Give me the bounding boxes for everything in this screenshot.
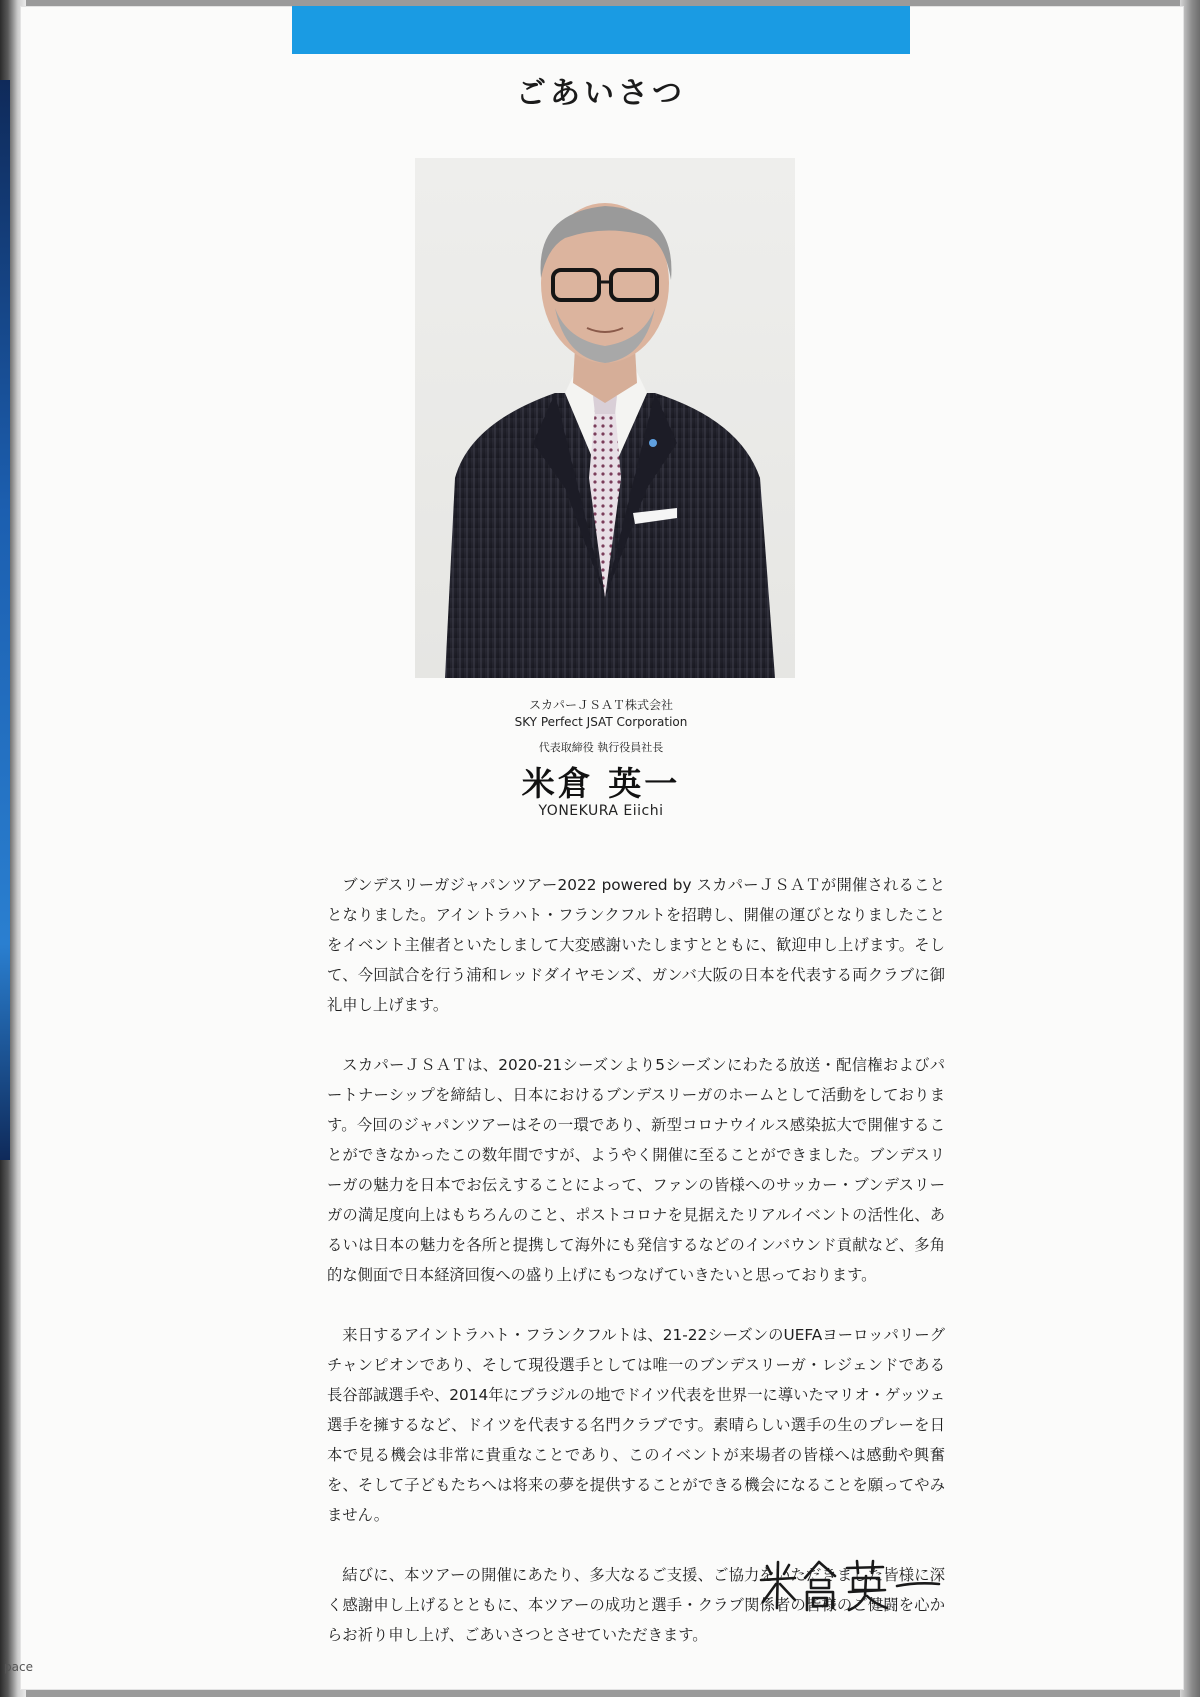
adjacent-page-fragment: pace xyxy=(4,1660,33,1674)
page-title: ごあいさつ xyxy=(516,76,686,111)
company-name-en: SKY Perfect JSAT Corporation xyxy=(514,715,688,729)
portrait-illustration xyxy=(415,158,795,678)
portrait-photo xyxy=(415,158,795,678)
person-name-en: YONEKURA Eiichi xyxy=(538,803,664,819)
executive-role: 代表取締役 執行役員社長 xyxy=(538,741,664,754)
greeting-paragraph-3: 来日するアイントラハト・フランクフルトは、21-22シーズンのUEFAヨーロッパリーグチャンピオンであり、そして現役選手としては唯一のブンデスリーガ・レジェンドである長谷部誠選手や、2014年にブラジルの地でドイツ代表を世界一に導いたマリオ・ゲッツェ選手を擁するなど、ドイツを代表する名門クラブです。素晴らしい選手の生のプレーを日本で見る機会は非常に貴重なことであり、このイベントが来場者の皆様へは感動や興奮を、そして子どもたちへは将来の夢を提供することができる機会になることを願ってやみません。 xyxy=(327,1326,945,1524)
company-name-ja: スカパーＪＳＡＴ株式会社 xyxy=(528,698,673,712)
header-accent-bar xyxy=(292,6,910,54)
adjacent-page-strip xyxy=(0,80,10,1160)
signature-strokes xyxy=(755,1556,945,1616)
greeting-paragraph-1: ブンデスリーガジャパンツアー2022 powered by スカパーＪＳＡＴが開催されることとなりました。アイントラハト・フランクフルトを招聘し、開催の運びとなりましたことをイベント主催者といたしまして大変感謝いたしますとともに、歓迎申し上げます。そして、今回試合を行う浦和レッドダイヤモンズ、ガンバ大阪の日本を代表する両クラブに御礼申し上げます。 xyxy=(327,876,945,1014)
person-name-ja: 米倉 英一 xyxy=(521,764,681,803)
document-page xyxy=(20,6,1184,1690)
handwritten-signature xyxy=(755,1556,945,1616)
greeting-paragraph-2: スカパーＪＳＡＴは、2020-21シーズンより5シーズンにわたる放送・配信権およびパートナーシップを締結し、日本におけるブンデスリーガのホームとして活動をしております。今回のジャパンツアーはその一環であり、新型コロナウイルス感染拡大で開催することができなかったこの数年間ですが、ようやく開催に至ることができました。ブンデスリーガの魅力を日本でお伝えすることによって、ファンの皆様へのサッカー・ブンデスリーガの満足度向上はもちろんのこと、ポストコロナを見据えたリアルイベントの活性化、あるいは日本の魅力を各所と提携して海外にも発信するなどのインバウンド貢献など、多角的な側面で日本経済回復への盛り上げにもつなげていきたいと思っております。 xyxy=(327,1056,945,1284)
greeting-paragraph-4: 結びに、本ツアーの開催にあたり、多大なるご支援、ご協力をいただきました皆様に深く感謝申し上げるとともに、本ツアーの成功と選手・クラブ関係者の皆様のご健闘を心からお祈り申し上げ、ごあいさつとさせていただきます。 xyxy=(327,1566,945,1644)
